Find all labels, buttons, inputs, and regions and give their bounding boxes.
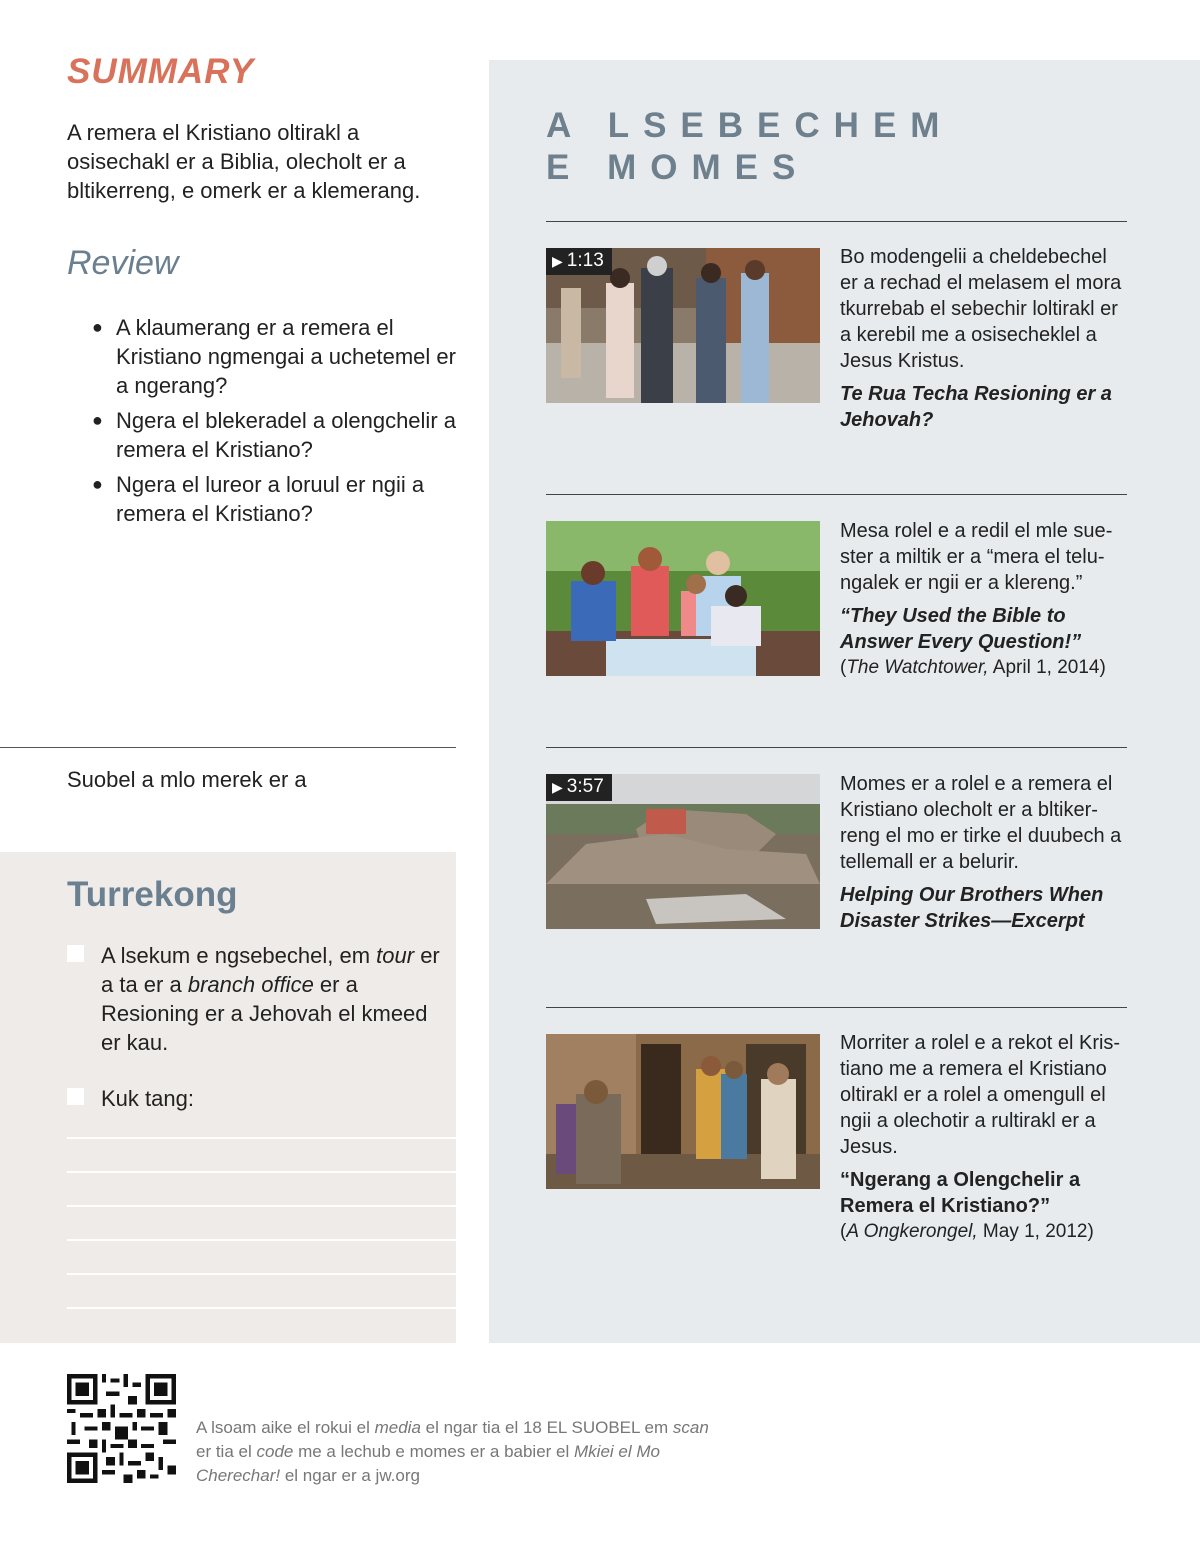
play-icon: ▶	[552, 779, 563, 795]
todo-item-tour	[67, 941, 447, 1057]
media-source: (The Watchtower, April 1, 2014)	[840, 657, 1106, 678]
goal-text: Suobel a mlo merek er a	[67, 767, 307, 792]
review-list	[92, 313, 462, 534]
media-description: Morriter a rolel e a rekot el Kristiano me a remera el Kristiano oltirakl er a rolel a omengull el ngii a olechotir a rultirakl er a Jesus.	[840, 1032, 1121, 1158]
media-title-link[interactable]: Te Rua Techa Resioning er a Jehovah?	[840, 383, 1112, 431]
article-image-family-meal[interactable]	[546, 521, 820, 676]
turrekong-title: Turrekong	[67, 875, 238, 914]
review-item-text: Ngera el blekeradel a olengchelir a remera el Kristiano?	[116, 408, 456, 462]
summary-title: SUMMARY	[67, 52, 255, 91]
play-icon: ▶	[552, 253, 563, 269]
media-panel-title: A LSEBECHEM E MOMES	[546, 106, 954, 187]
todo-checkbox[interactable]	[67, 1088, 84, 1105]
review-item: ● Ngera el lureor a loruul er ngii a remera el Kristiano?	[92, 472, 425, 526]
qr-code-icon[interactable]	[67, 1374, 176, 1483]
media-source: (A Ongkerongel, May 1, 2012)	[840, 1221, 1094, 1242]
media-item-3	[840, 771, 1130, 934]
footer-instructions: A lsoam aike el rokui el media el ngar tia el 18 EL SUOBEL em scan er tia el code me a lechub e momes er a babier el Mkiei el Mo Cherechar! el ngar er a jw.org	[196, 1418, 709, 1485]
video-thumbnail-disaster[interactable]	[546, 774, 820, 929]
media-divider	[546, 494, 1127, 495]
write-line[interactable]	[67, 1307, 456, 1309]
media-title-link[interactable]: “They Used the Bible to Answer Every Question!”	[840, 605, 1082, 653]
article-image-early-christians[interactable]	[546, 1034, 820, 1189]
media-divider	[546, 747, 1127, 748]
write-line[interactable]	[67, 1205, 456, 1207]
left-divider	[0, 747, 456, 748]
summary-text: A remera el Kristiano oltirakl a osisechakl er a Biblia, olecholt er a bltikerreng, e omerk er a klemerang.	[67, 120, 421, 203]
review-title: Review	[67, 244, 179, 282]
todo-checkbox[interactable]	[67, 945, 84, 962]
review-item: ● A klaumerang er a remera el Kristiano ngmengai a uchetemel er a ngerang?	[92, 315, 456, 398]
media-title-link[interactable]: Helping Our Brothers When Disaster Strikes—Excerpt	[840, 884, 1104, 932]
video-duration: ▶ 3:57	[546, 774, 612, 801]
media-divider	[546, 221, 1127, 222]
write-line[interactable]	[67, 1171, 456, 1173]
media-item-1	[840, 244, 1130, 433]
todo-text: A lsekum e ngsebechel, em tour er a ta er a branch office er a Resioning er a Jehovah el kmeed er kau.	[101, 943, 440, 1055]
media-title-link[interactable]: “Ngerang a Olengchelir a Remera el Kristiano?”	[840, 1169, 1081, 1217]
media-item-4	[840, 1030, 1130, 1245]
todo-item-custom	[67, 1084, 447, 1113]
review-item-text: A klaumerang er a remera el Kristiano ngmengai a uchetemel er a ngerang?	[116, 315, 456, 398]
media-description: Mesa rolel e a redil el mle suester a miltik er a “mera el telungalek er ngii er a klereng.”	[840, 520, 1113, 594]
media-item-2	[840, 518, 1130, 681]
video-thumbnail-street[interactable]	[546, 248, 820, 403]
write-line[interactable]	[67, 1137, 456, 1139]
media-divider	[546, 1007, 1127, 1008]
write-line[interactable]	[67, 1273, 456, 1275]
video-duration: ▶ 1:13	[546, 248, 612, 275]
todo-text: Kuk tang:	[101, 1086, 194, 1111]
review-item-text: Ngera el lureor a loruul er ngii a remera el Kristiano?	[116, 472, 425, 526]
media-description: Bo modengelii a cheldebechel er a rechad el melasem el mora tkurrebab el sebechir loltirakl er a kerebil me a osisecheklel a Jesus Kristus.	[840, 246, 1122, 372]
write-line[interactable]	[67, 1239, 456, 1241]
review-item: ● Ngera el blekeradel a olengchelir a remera el Kristiano?	[92, 408, 456, 462]
media-description: Momes er a rolel e a remera el Kristiano olecholt er a bltikerreng el mo er tirke el duubech a tellemall er a belurir.	[840, 773, 1122, 873]
